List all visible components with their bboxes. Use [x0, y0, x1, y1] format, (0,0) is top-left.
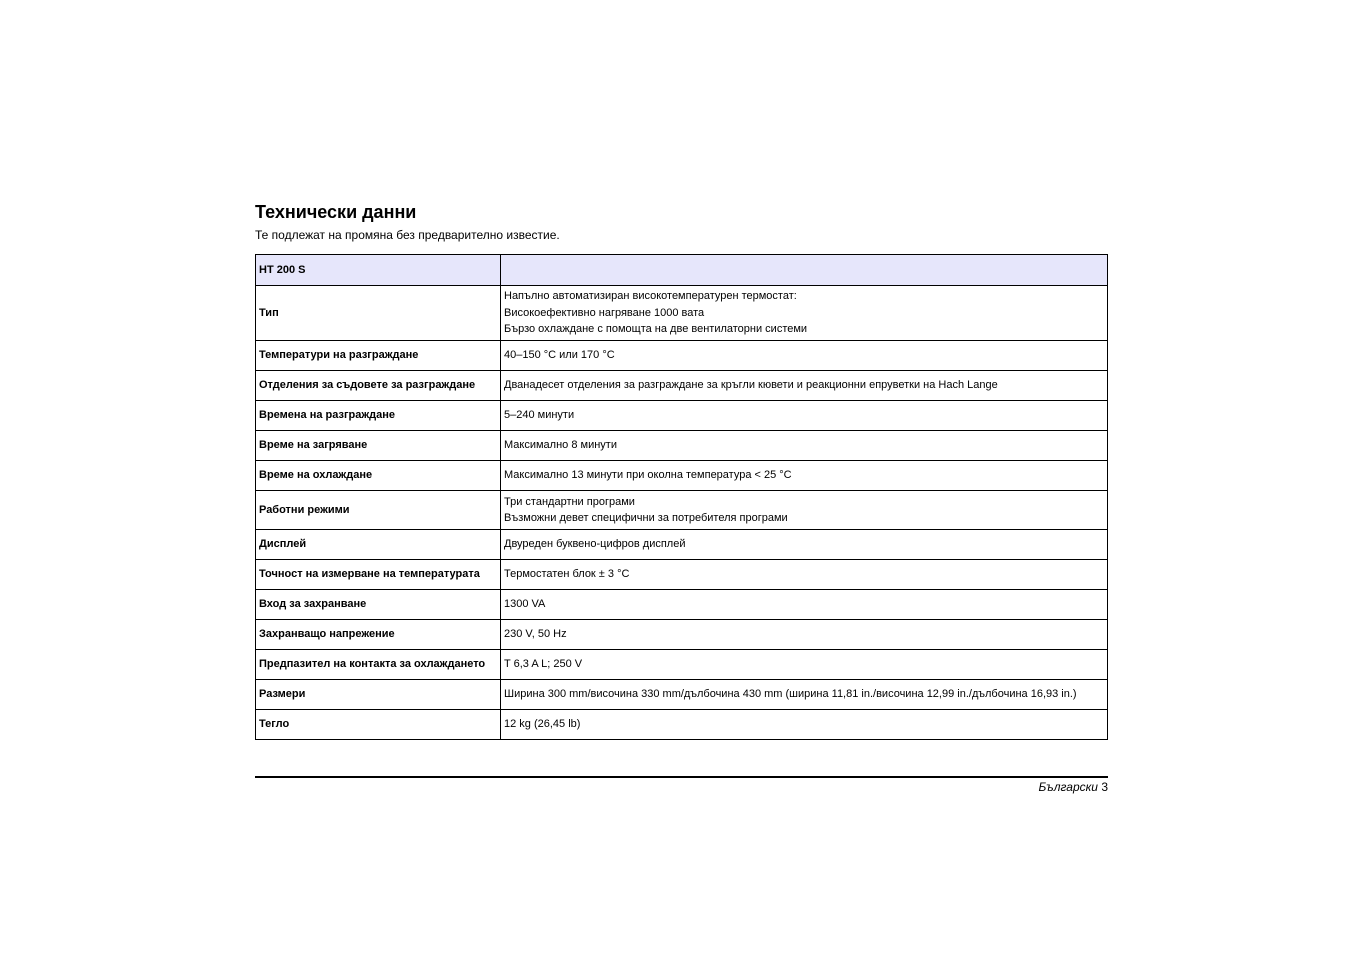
table-header-row: [256, 255, 1108, 286]
row-label: Време на охлаждане: [256, 461, 501, 491]
table-row: [256, 491, 1108, 530]
row-label: Температури на разграждане: [256, 341, 501, 371]
table-row: [256, 710, 1108, 740]
footer-divider: [255, 776, 1108, 778]
table-row: [256, 286, 1108, 341]
table-row: [256, 620, 1108, 650]
table-row: [256, 461, 1108, 491]
row-label: Работни режими: [256, 491, 501, 530]
row-value-line: Напълно автоматизиран високотемпературен термостат:: [504, 290, 797, 303]
table-row: [256, 371, 1108, 401]
page-title: Технически данни: [255, 202, 417, 222]
table-header-label: HT 200 S: [256, 255, 501, 286]
row-value: Максимално 8 минути: [501, 431, 1108, 461]
spec-table: [255, 254, 1108, 740]
row-label: Захранващо напрежение: [256, 620, 501, 650]
table-row: [256, 431, 1108, 461]
page-number: 3: [1101, 780, 1108, 794]
row-value: Двуреден буквено-цифров дисплей: [501, 530, 1108, 560]
row-label: Време на загряване: [256, 431, 501, 461]
table-row: [256, 401, 1108, 431]
row-value: 5–240 минути: [501, 401, 1108, 431]
row-value: 40–150 °C или 170 °C: [501, 341, 1108, 371]
table-header-value: [501, 255, 1108, 286]
row-value: Дванадесет отделения за разграждане за кръгли кювети и реакционни епруветки на Hach Lange: [501, 371, 1108, 401]
row-value: 12 kg (26,45 lb): [501, 710, 1108, 740]
row-label: Размери: [256, 680, 501, 710]
row-value: Максимално 13 минути при околна температура < 25 °C: [501, 461, 1108, 491]
row-label: Отделения за съдовете за разграждане: [256, 371, 501, 401]
row-label: Вход за захранване: [256, 590, 501, 620]
table-row: [256, 590, 1108, 620]
row-value: 1300 VA: [501, 590, 1108, 620]
row-value: 230 V, 50 Hz: [501, 620, 1108, 650]
table-row: [256, 680, 1108, 710]
page-footer: [1038, 780, 1108, 795]
row-label: Дисплей: [256, 530, 501, 560]
table-row: [256, 650, 1108, 680]
row-value-line: Високоефективно нагряване 1000 вата: [504, 306, 705, 319]
row-value-line: Три стандартни програми: [504, 495, 635, 508]
table-row: [256, 530, 1108, 560]
row-value: [501, 286, 1108, 341]
row-label: Точност на измерване на температурата: [256, 560, 501, 590]
table-row: [256, 560, 1108, 590]
row-label: Тегло: [256, 710, 501, 740]
row-label: Времена на разграждане: [256, 401, 501, 431]
row-value-line: Възможни девет специфични за потребителя програми: [504, 512, 788, 524]
row-value: Ширина 300 mm/височина 330 mm/дълбочина 430 mm (ширина 11,81 in./височина 12,99 in./дълбочина 16,93 in.): [501, 680, 1108, 710]
row-label: Предпазител на контакта за охлаждането: [256, 650, 501, 680]
row-value-line: Бързо охлаждане с помощта на две вентилаторни системи: [504, 323, 808, 336]
footer-language: Български: [1038, 780, 1098, 794]
row-value: [501, 491, 1108, 530]
page-subtitle: Те подлежат на промяна без предварително известие.: [255, 228, 560, 242]
row-label: Тип: [256, 286, 501, 341]
row-value: Термостатен блок ± 3 °C: [501, 560, 1108, 590]
row-value: T 6,3 A L; 250 V: [501, 650, 1108, 680]
table-row: [256, 341, 1108, 371]
